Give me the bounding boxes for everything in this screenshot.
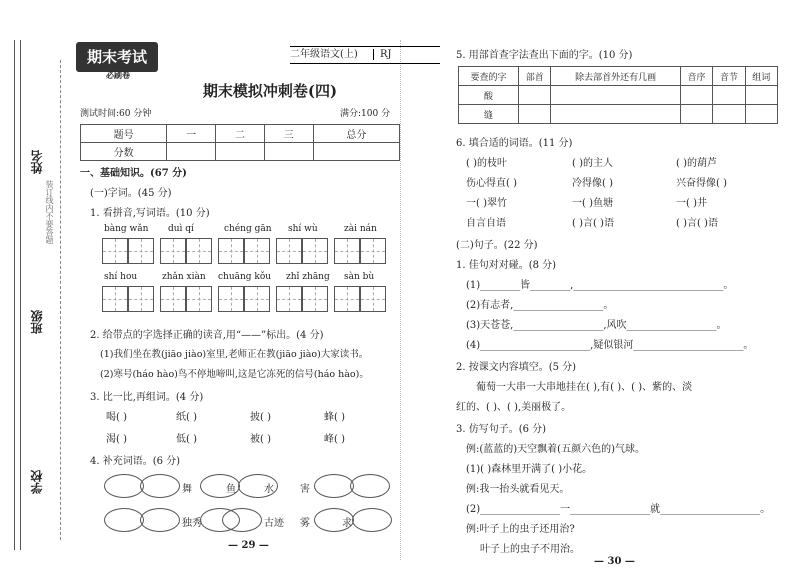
page-number: — 30 — [594, 556, 635, 567]
sentence-blank[interactable]: (2)有志者,__________________。 [466, 300, 614, 311]
edition-label: RJ [373, 49, 392, 60]
star-blank-icon[interactable] [222, 508, 262, 532]
sentence-blank[interactable]: (3)天苍苍,__________________,风吹__________________。 [466, 320, 727, 331]
compare-word: 喝( ) [106, 412, 127, 423]
school-label: 学校 [30, 470, 44, 494]
q7-heading: 1. 佳句对对碰。(8 分) [456, 260, 557, 271]
sentence-blank[interactable]: (1)________皆________,______________________________。 [466, 280, 734, 291]
score-cell[interactable] [264, 143, 313, 161]
binding-note: 装订线内不要答题 [45, 180, 54, 244]
fill-item[interactable]: ( )言( )语 [676, 218, 718, 229]
lookup-head: 除去部首外还有几画 [551, 67, 680, 86]
pinyin: chuāng kǒu [218, 272, 272, 282]
star-blank-icon[interactable] [104, 474, 144, 498]
pinyin: duì qí [168, 224, 194, 234]
fill-item[interactable]: ( )言( )语 [572, 218, 614, 229]
idiom-char: 水 [264, 484, 274, 495]
score-table [80, 124, 400, 161]
page-title: 期末模拟冲刺卷(四) [202, 82, 338, 100]
margin-dash-line [60, 60, 61, 540]
score-cell[interactable] [167, 143, 216, 161]
page-number: — 29 — [228, 540, 269, 551]
part1-heading: 一、基础知识。(67 分) [80, 168, 187, 179]
q2-item: (1)我们坐在教(jiāo jiào)室里,老师正在教(jiāo jiào)大家读书。 [100, 349, 369, 360]
fill-item[interactable]: 兴奋得像( ) [676, 178, 727, 189]
pinyin: sàn bù [344, 272, 375, 282]
logo-sub: 必刷卷 [106, 70, 130, 80]
lookup-head: 要查的字 [459, 67, 519, 86]
score-head-cell: 二 [216, 125, 265, 143]
example: 例:我一抬头就看见天。 [466, 484, 570, 495]
compare-word: 低( ) [176, 434, 197, 445]
imitate-blank[interactable]: (2)________________一________________就____________________。 [466, 504, 771, 515]
compare-word: 蜂( ) [324, 412, 345, 423]
radical-lookup-table [458, 66, 778, 124]
idiom-char: 独秀 [182, 518, 202, 529]
lookup-head: 音节 [713, 67, 745, 86]
lookup-head: 部首 [519, 67, 551, 86]
passage-blank[interactable]: 葡萄一大串一大串地挂在( ),有( )、( )、紫的、淡 [476, 382, 693, 393]
margin-line [20, 40, 21, 550]
star-blank-icon[interactable] [140, 508, 180, 532]
fill-item[interactable]: ( )的主人 [572, 158, 613, 169]
fill-item: 自言自语 [466, 218, 506, 229]
example: 叶子上的虫子不用治。 [480, 544, 580, 555]
score-head-cell: 题号 [81, 125, 167, 143]
compare-word: 纸( ) [176, 412, 197, 423]
score-head-cell: 总分 [313, 125, 399, 143]
star-blank-icon[interactable] [104, 508, 144, 532]
q1-heading: 1. 看拼音,写词语。(10 分) [90, 208, 210, 219]
idiom-char: 舞 [182, 484, 192, 495]
lookup-cell[interactable] [551, 86, 680, 105]
lookup-cell[interactable] [713, 105, 745, 124]
name-label: 姓名 [30, 150, 44, 174]
example: 例:(蓝蓝的)天空飘着(五颜六色的)气球。 [466, 444, 645, 455]
idiom-char: 害 [300, 484, 310, 495]
grade-bar [290, 46, 440, 64]
pinyin: zhǐ zhāng [286, 272, 330, 282]
pinyin: shí wù [288, 224, 318, 234]
margin-line [14, 40, 15, 550]
pinyin: bàng wǎn [104, 224, 149, 234]
example: 例:叶子上的虫子还用治? [466, 524, 575, 535]
full-score: 满分:100 分 [340, 109, 391, 119]
passage-blank[interactable]: 红的、( )、( ),美丽极了。 [456, 402, 572, 413]
compare-word: 峰( ) [324, 434, 345, 445]
q6-heading: 6. 填合适的词语。(11 分) [456, 138, 573, 149]
lookup-cell[interactable] [680, 86, 712, 105]
score-cell[interactable] [216, 143, 265, 161]
lookup-cell[interactable] [519, 105, 551, 124]
sentence-blank[interactable]: (4)______________________,疑似银河______________________。 [466, 340, 754, 351]
writing-grid-row[interactable] [102, 238, 386, 264]
writing-grid-row[interactable] [102, 286, 386, 312]
fill-item[interactable]: 冷得像( ) [572, 178, 613, 189]
grade-label: 二年级语文(上) [290, 49, 358, 60]
fill-item[interactable]: 一( )鱼塘 [572, 198, 613, 209]
q3-heading: 3. 比一比,再组词。(4 分) [90, 392, 204, 403]
lookup-cell[interactable] [745, 105, 777, 124]
lookup-head: 组词 [745, 67, 777, 86]
idiom-char: 雾 [300, 518, 310, 529]
page-divider [400, 40, 401, 560]
exam-logo: 期末考试 [76, 42, 158, 72]
idiom-char: 求 [342, 518, 352, 529]
sub2-heading: (二)句子。(22 分) [456, 240, 538, 251]
lookup-cell[interactable] [551, 105, 680, 124]
fill-item[interactable]: 伤心得直( ) [466, 178, 517, 189]
fill-item[interactable]: 一( )翠竹 [466, 198, 507, 209]
lookup-char: 缝 [459, 105, 519, 124]
fill-item[interactable]: ( )的枝叶 [466, 158, 507, 169]
star-blank-icon[interactable] [314, 474, 354, 498]
compare-word: 被( ) [250, 434, 271, 445]
fill-item[interactable]: ( )的葫芦 [676, 158, 717, 169]
score-cell[interactable] [313, 143, 399, 161]
q9-heading: 3. 仿写句子。(6 分) [456, 424, 547, 435]
star-blank-icon[interactable] [140, 474, 180, 498]
lookup-char: 酸 [459, 86, 519, 105]
test-time: 测试时间:60 分钟 [80, 109, 152, 119]
pinyin: zhǎn xiàn [162, 272, 206, 282]
star-blank-icon[interactable] [352, 508, 392, 532]
lookup-cell[interactable] [519, 86, 551, 105]
binding-margin [0, 0, 72, 580]
score-head-cell: 一 [167, 125, 216, 143]
lookup-cell[interactable] [680, 105, 712, 124]
idiom-char: 古迹 [264, 518, 284, 529]
q2-heading: 2. 给带点的字选择正确的读音,用“——”标出。(4 分) [90, 330, 324, 341]
lookup-head: 音序 [680, 67, 712, 86]
sub1-heading: (一)字词。(45 分) [90, 188, 172, 199]
q2-item: (2)寒号(háo hào)鸟不停地啼叫,这是它冻死的信号(háo hào)。 [100, 369, 369, 380]
q4-heading: 4. 补充词语。(6 分) [90, 456, 181, 467]
imitate-blank[interactable]: (1)( )森林里开满了( )小花。 [466, 464, 593, 475]
q8-heading: 2. 按课文内容填空。(5 分) [456, 362, 577, 373]
pinyin: zài nán [344, 224, 377, 234]
score-head-cell: 三 [264, 125, 313, 143]
lookup-cell[interactable] [745, 86, 777, 105]
compare-word: 渴( ) [106, 434, 127, 445]
compare-word: 披( ) [250, 412, 271, 423]
pinyin: chéng gān [224, 224, 272, 234]
lookup-cell[interactable] [713, 86, 745, 105]
fill-item[interactable]: 一( )井 [676, 198, 707, 209]
idiom-char: 鱼 [226, 484, 236, 495]
score-cell: 分数 [81, 143, 167, 161]
class-label: 班级 [30, 310, 44, 334]
pinyin: shí hou [104, 272, 138, 282]
q5-heading: 5. 用部首查字法查出下面的字。(10 分) [456, 50, 633, 61]
star-blank-icon[interactable] [350, 474, 390, 498]
